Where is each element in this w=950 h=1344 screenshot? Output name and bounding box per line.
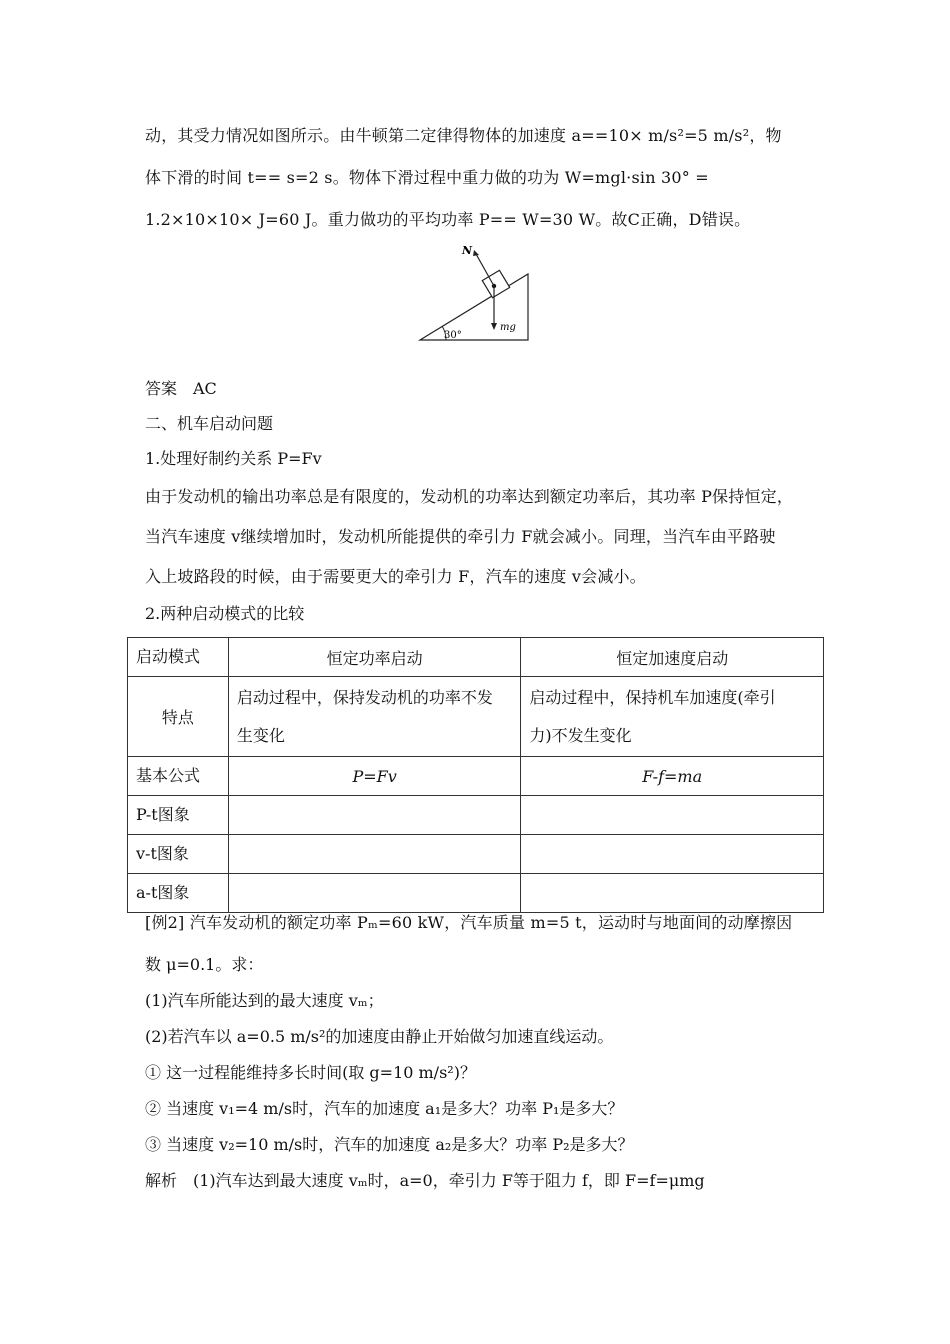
table-header-cell: 启动模式 [128, 638, 229, 677]
feature-label: 特点 [128, 677, 229, 757]
table-row-formula [128, 757, 824, 796]
item1-line2: 当汽车速度 v继续增加时，发动机所能提供的牵引力 F就会减小。同理，当汽车由平路驶 [145, 527, 776, 546]
formula-col2: F-f=ma [521, 757, 824, 796]
table-cell-empty [228, 874, 521, 913]
feature-col1-line2: 生变化 [236, 725, 285, 745]
question-2c: ③ 当速度 v₂=10 m/s时，汽车的加速度 a₂是多大？功率 P₂是多大？ [145, 1135, 634, 1154]
table-header-cell: 恒定加速度启动 [521, 638, 824, 677]
example-line2: 数 μ=0.1。求： [145, 955, 264, 974]
feature-col2-line1: 启动过程中，保持机车加速度(牵引 [529, 687, 776, 707]
answer: 答案 AC [145, 379, 217, 398]
para1-line2: 体下滑的时间 t== s=2 s。物体下滑过程中重力做的功为 W=mgl·sin 30° = [145, 168, 709, 187]
analysis-line: 解析 (1)汽车达到最大速度 vₘ时，a=0，牵引力 F等于阻力 f，即 F=f=μmg [145, 1171, 705, 1190]
row-label: v-t图象 [128, 835, 229, 874]
item1-line3: 入上坡路段的时候，由于需要更大的牵引力 F，汽车的速度 v会减小。 [145, 567, 646, 586]
comparison-table [127, 637, 824, 913]
table-cell-empty [521, 874, 824, 913]
gravity-label: mg [500, 322, 516, 333]
question-1: (1)汽车所能达到的最大速度 vₘ； [145, 991, 384, 1010]
feature-col1 [228, 677, 521, 757]
question-2b: ② 当速度 v₁=4 m/s时，汽车的加速度 a₁是多大？功率 P₁是多大？ [145, 1099, 624, 1118]
table-row [128, 874, 824, 913]
normal-force-arrowhead [473, 250, 479, 256]
question-2a: ① 这一过程能维持多长时间(取 g=10 m/s²)？ [145, 1063, 476, 1082]
table-row-feature [128, 677, 824, 757]
table-row [128, 796, 824, 835]
para1-line1: 动，其受力情况如图所示。由牛顿第二定律得物体的加速度 a==10× m/s²=5 m/s²，物 [145, 126, 782, 145]
item2-title: 2.两种启动模式的比较 [145, 604, 305, 623]
incline-force-diagram [410, 238, 540, 344]
item1-title: 1.处理好制约关系 P=Fv [145, 449, 322, 468]
example-line1: [例2] 汽车发动机的额定功率 Pₘ=60 kW，汽车质量 m=5 t，运动时与地面间的动摩擦因 [145, 913, 793, 932]
table-cell-empty [521, 796, 824, 835]
normal-force-label: N [462, 244, 473, 257]
formula-label: 基本公式 [128, 757, 229, 796]
table-header-cell: 恒定功率启动 [228, 638, 521, 677]
formula-col1: P=Fv [228, 757, 521, 796]
gravity-arrowhead [491, 323, 497, 330]
angle-label: 30° [444, 330, 462, 341]
table-header-row [128, 638, 824, 677]
table-row [128, 835, 824, 874]
para1-line3: 1.2×10×10× J=60 J。重力做功的平均功率 P== W=30 W。故C正确，D错误。 [145, 210, 751, 229]
section-title: 二、机车启动问题 [145, 414, 274, 433]
row-label: a-t图象 [128, 874, 229, 913]
question-2: (2)若汽车以 a=0.5 m/s²的加速度由静止开始做匀加速直线运动。 [145, 1027, 614, 1046]
feature-col1-line1: 启动过程中，保持发动机的功率不发 [236, 687, 493, 707]
row-label: P-t图象 [128, 796, 229, 835]
table-cell-empty [228, 835, 521, 874]
block [482, 270, 509, 297]
feature-col2-line2: 力)不发生变化 [529, 725, 632, 745]
feature-col2 [521, 677, 824, 757]
table-cell-empty [228, 796, 521, 835]
table-cell-empty [521, 835, 824, 874]
item1-line1: 由于发动机的输出功率总是有限度的，发动机的功率达到额定功率后，其功率 P保持恒定， [145, 487, 794, 506]
